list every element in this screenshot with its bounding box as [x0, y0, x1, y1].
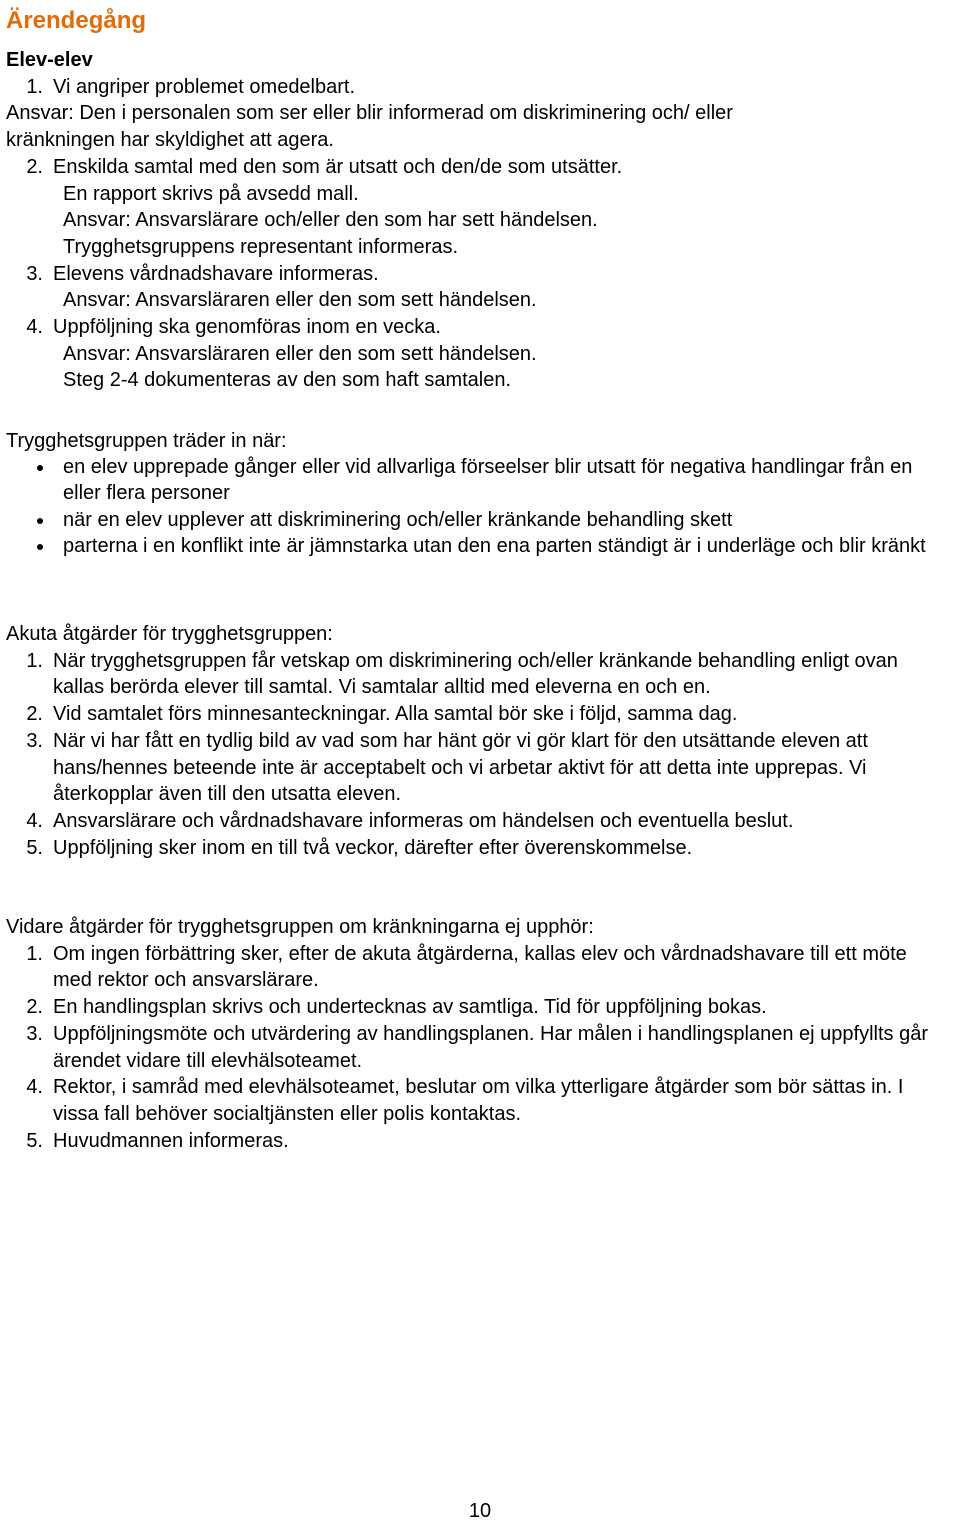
step-1 [6, 74, 960, 101]
item-number: 5. [26, 1129, 43, 1152]
item-number: 1. [26, 649, 43, 672]
vidare-item-4 [6, 1074, 960, 1127]
elev-elev-section [6, 47, 960, 394]
bullet-text: när en elev upplever att diskriminering och/eller kränkande behandling skett [63, 508, 733, 531]
item-text: Rektor, i samråd med elevhälsoteamet, beslutar om vilka ytterligare åtgärder som bör sättas in. I vissa fall behöver socialtjänsten eller polis kontaktas. [53, 1076, 904, 1125]
section-heading-elev-elev: Elev-elev [6, 49, 93, 71]
akuta-item-2 [6, 701, 960, 728]
bullet-icon [6, 533, 63, 559]
step-text: Elevens vårdnadshavare informeras. [53, 262, 379, 285]
vidare-item-1 [6, 941, 960, 994]
step-number: 3. [26, 262, 43, 285]
item-text: När trygghetsgruppen får vetskap om diskriminering och/eller kränkande behandling enligt ovan kallas berörda elever till samtal. Vi samtalar alltid med eleverna en och en. [53, 649, 898, 699]
step-text: Enskilda samtal med den som är utsatt och den/de som utsätter. [53, 155, 623, 178]
step-detail: Steg 2-4 dokumenteras av den som haft samtalen. [63, 369, 512, 392]
item-text: En handlingsplan skrivs och undertecknas av samtliga. Tid för uppföljning bokas. [53, 996, 767, 1019]
bullet-text: parterna i en konflikt inte är jämnstarka utan den ena parten ständigt är i underläge och blir kränkt [63, 534, 926, 557]
item-number: 2. [26, 996, 43, 1019]
page-number: 10 [468, 1500, 492, 1522]
bullet-item [6, 533, 960, 559]
akuta-heading: Akuta åtgärder för trygghetsgruppen: [6, 623, 333, 645]
bullet-item [6, 507, 960, 533]
item-number: 3. [26, 729, 43, 752]
akuta-item-5 [6, 835, 960, 862]
item-number: 1. [26, 942, 43, 965]
akuta-section [6, 621, 960, 861]
step-number: 4. [26, 316, 43, 339]
item-number: 4. [26, 1076, 43, 1099]
step-number: 1. [26, 75, 43, 98]
page-title: Ärendegång [6, 7, 147, 34]
vidare-item-3 [6, 1021, 960, 1074]
step-2 [6, 154, 960, 181]
vidare-heading: Vidare åtgärder för trygghetsgruppen om kränkningarna ej upphör: [6, 916, 594, 938]
item-text: Om ingen förbättring sker, efter de akuta åtgärderna, kallas elev och vårdnadshavare till ett möte med rektor och ansvarslärare. [53, 942, 907, 992]
trygghet-intro: Trygghetsgruppen träder in när: [6, 430, 287, 452]
item-text: Huvudmannen informeras. [53, 1129, 289, 1152]
item-number: 5. [26, 836, 43, 859]
vidare-item-5 [6, 1128, 960, 1155]
akuta-item-4 [6, 808, 960, 835]
bullet-icon [6, 507, 63, 533]
vidare-section [6, 914, 960, 1154]
item-text: Ansvarslärare och vårdnadshavare informeras om händelsen och eventuella beslut. [53, 809, 794, 832]
ansvar-line: Ansvar: Den i personalen som ser eller blir informerad om diskriminering och/ eller [6, 102, 733, 125]
item-number: 2. [26, 703, 43, 726]
trygghet-section [6, 428, 960, 559]
step-detail: Ansvar: Ansvarslärare och/eller den som har sett händelsen. [63, 209, 598, 232]
step-3 [6, 261, 960, 288]
step-detail: Ansvar: Ansvarsläraren eller den som sett händelsen. [63, 289, 537, 312]
step-number: 2. [26, 155, 43, 178]
step-4 [6, 314, 960, 341]
step-detail: En rapport skrivs på avsedd mall. [63, 182, 359, 205]
akuta-item-1 [6, 648, 960, 701]
step-detail: Ansvar: Ansvarsläraren eller den som sett händelsen. [63, 342, 537, 365]
step-text: Uppföljning ska genomföras inom en vecka. [53, 316, 441, 339]
item-text: Uppföljning sker inom en till två veckor, därefter efter överenskommelse. [53, 836, 693, 859]
step-detail: Trygghetsgruppens representant informeras. [63, 235, 459, 258]
step-text: Vi angriper problemet omedelbart. [53, 75, 356, 98]
item-number: 4. [26, 809, 43, 832]
item-number: 3. [26, 1022, 43, 1045]
bullet-text: en elev upprepade gånger eller vid allvarliga förseelser blir utsatt för negativa handlingar från en eller flera personer [63, 456, 913, 505]
item-text: Uppföljningsmöte och utvärdering av handlingsplanen. Har målen i handlingsplanen ej uppfyllts går ärendet vidare till elevhälsoteamet. [53, 1022, 928, 1072]
item-text: När vi har fått en tydlig bild av vad som har hänt gör vi gör klart för den utsättande eleven att hans/hennes beteende inte är acceptabelt och vi arbetar aktivt för att detta inte upprepas. Vi återkopplar även till den utsatta eleven. [53, 729, 868, 806]
ansvar-line: kränkningen har skyldighet att agera. [6, 129, 334, 152]
vidare-item-2 [6, 994, 960, 1021]
bullet-item [6, 454, 960, 506]
item-text: Vid samtalet förs minnesanteckningar. Alla samtal bör ske i följd, samma dag. [53, 703, 738, 726]
bullet-icon [6, 454, 63, 506]
akuta-item-3 [6, 728, 960, 808]
